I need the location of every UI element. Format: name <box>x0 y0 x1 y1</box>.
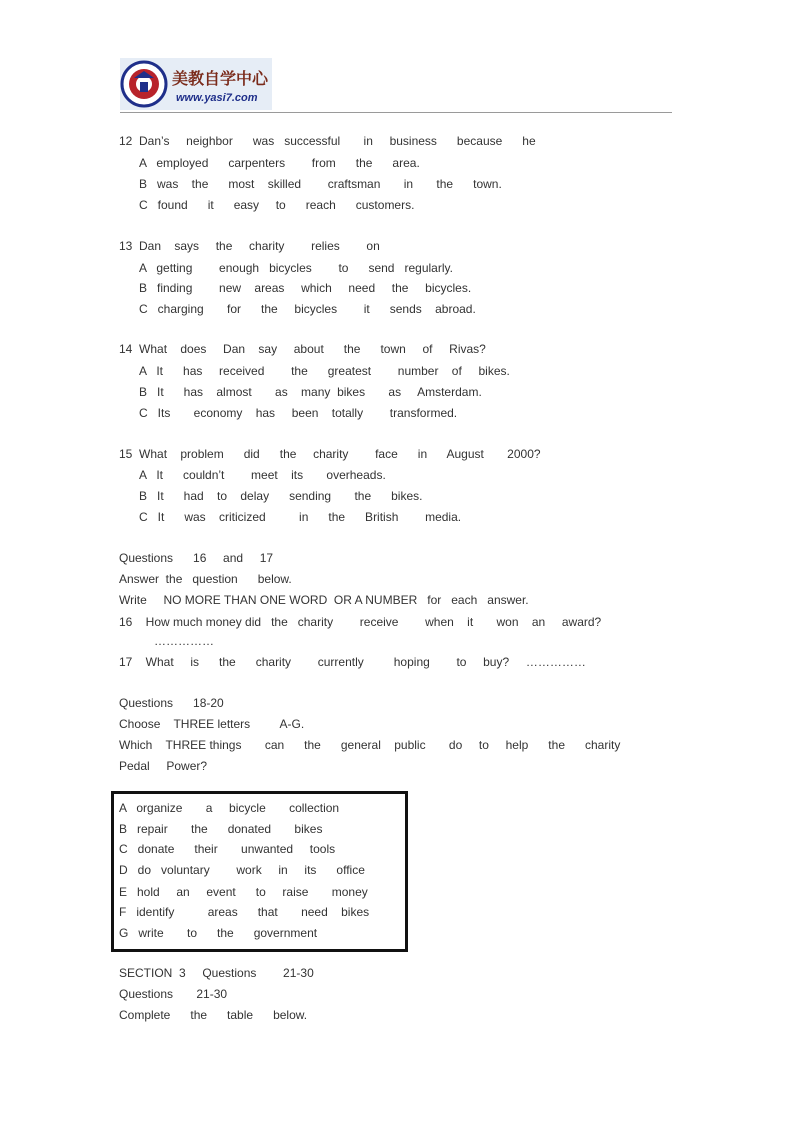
question-14-option-c: C Its economy has been totally transformed. <box>139 406 458 420</box>
question-14-stem: 14 What does Dan say about the town of Rivas? <box>119 342 486 356</box>
questions-18-20-question: Which THREE things can the general public do to help the charity <box>119 738 621 752</box>
question-13-option-a: A getting enough bicycles to send regularly. <box>139 261 453 275</box>
question-13-stem: 13 Dan says the charity relies on <box>119 239 380 253</box>
question-15-option-c: C It was criticized in the British media. <box>139 510 462 524</box>
section-3-instruction: Complete the table below. <box>119 1008 308 1022</box>
option-e: E hold an event to raise money <box>119 885 368 899</box>
question-16: 16 How much money did the charity receive when it won an award? <box>119 615 602 629</box>
questions-16-17-word-limit: Write NO MORE THAN ONE WORD OR A NUMBER for each answer. <box>119 593 529 607</box>
option-d: D do voluntary work in its office <box>119 863 365 877</box>
question-15-option-a: A It couldn’t meet its overheads. <box>139 468 386 482</box>
question-15-stem: 15 What problem did the charity face in August 2000? <box>119 447 541 461</box>
question-15-option-b: B It had to delay sending the bikes. <box>139 489 423 503</box>
question-12-option-a: A employed carpenters from the area. <box>139 156 420 170</box>
page-header <box>120 58 672 113</box>
logo-url: www.yasi7.com <box>176 92 258 104</box>
questions-18-20-instruction: Choose THREE letters A-G. <box>119 717 305 731</box>
section-3-questions-heading: Questions 21-30 <box>119 987 228 1001</box>
question-13-option-b: B finding new areas which need the bicycles. <box>139 281 472 295</box>
section-3-title: SECTION 3 Questions 21-30 <box>119 966 314 980</box>
question-12-option-b: B was the most skilled craftsman in the town. <box>139 177 502 191</box>
logo-text: 美教自学中心 <box>172 69 269 88</box>
question-13-option-c: C charging for the bicycles it sends abroad. <box>139 302 476 316</box>
option-c: C donate their unwanted tools <box>119 842 336 856</box>
question-14-option-a: A It has received the greatest number of bikes. <box>139 364 510 378</box>
question-17: 17 What is the charity currently hoping to buy? …………… <box>119 655 586 669</box>
question-14-option-b: B It has almost as many bikes as Amsterdam. <box>139 385 482 399</box>
question-12-stem: 12 Dan’s neighbor was successful in business because he <box>119 134 536 148</box>
question-16-answer-blank: …………… <box>154 634 214 648</box>
questions-18-20-heading: Questions 18-20 <box>119 696 224 710</box>
logo <box>120 58 272 110</box>
option-g: G write to the government <box>119 926 318 940</box>
option-b: B repair the donated bikes <box>119 822 323 836</box>
option-a: A organize a bicycle collection <box>119 801 340 815</box>
option-f: F identify areas that need bikes <box>119 905 370 919</box>
question-12-option-c: C found it easy to reach customers. <box>139 198 415 212</box>
questions-16-17-instruction: Answer the question below. <box>119 572 292 586</box>
questions-16-17-heading: Questions 16 and 17 <box>119 551 274 565</box>
questions-18-20-question-cont: Pedal Power? <box>119 759 208 773</box>
